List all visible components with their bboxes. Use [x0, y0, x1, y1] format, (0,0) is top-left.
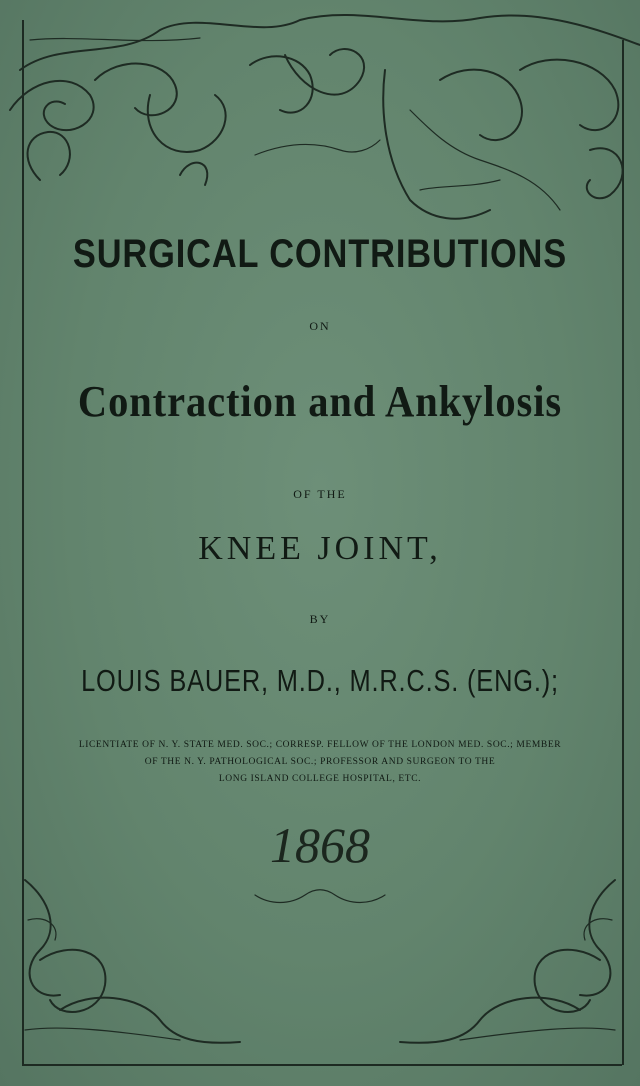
credentials-line-2: OF THE N. Y. PATHOLOGICAL SOC.; PROFESSOR AND SURGEON TO THE [144, 757, 496, 767]
subject-line: Contraction and Ankylosis [77, 377, 563, 426]
center-flourish-icon [255, 890, 385, 903]
bottom-left-scroll-ornament-icon [25, 880, 240, 1043]
credentials-line-3: LONG ISLAND COLLEGE HOSPITAL, ETC. [218, 774, 422, 784]
by-label: BY [309, 612, 331, 626]
joint-title: KNEE JOINT, [198, 530, 442, 567]
of-the-label: OF THE [293, 487, 347, 501]
author-name: LOUIS BAUER, M.D., M.R.C.S. (ENG.); [81, 663, 559, 698]
on-label: ON [309, 319, 331, 333]
handwritten-year: 1868 [270, 817, 370, 873]
bottom-right-scroll-ornament-icon [400, 880, 615, 1043]
top-scroll-ornament-icon [10, 15, 640, 219]
title: SURGICAL CONTRIBUTIONS [72, 232, 568, 276]
credentials-line-1: LICENTIATE OF N. Y. STATE MED. SOC.; CORRESP. FELLOW OF THE LONDON MED. SOC.; MEMBER [78, 740, 562, 750]
